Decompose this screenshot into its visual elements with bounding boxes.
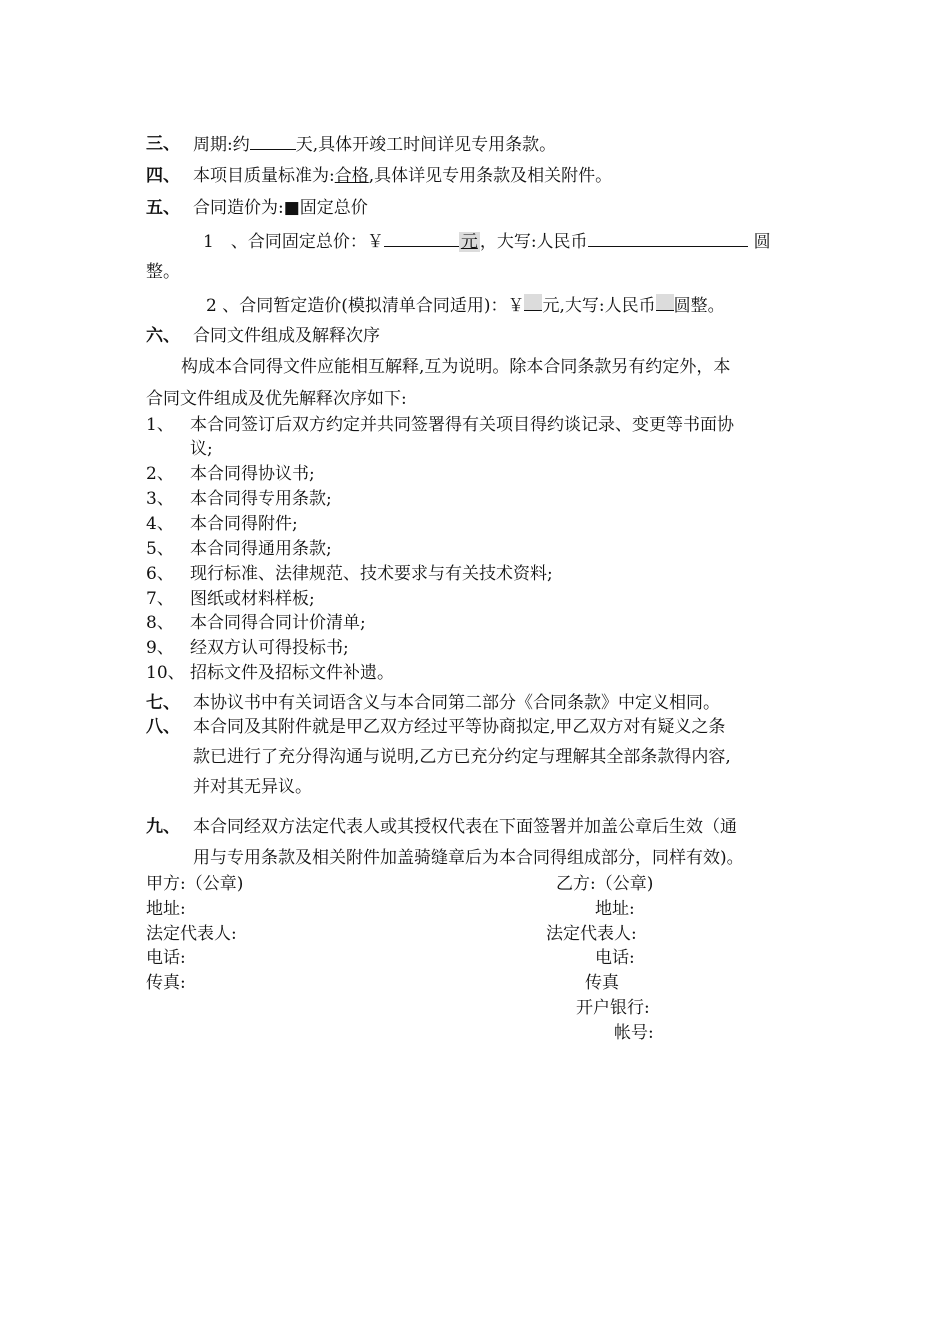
party-b-fax: 传真 [585, 973, 619, 993]
party-b-address: 地址: [595, 899, 635, 919]
period-days-blank[interactable] [250, 133, 296, 150]
list-item-number: 7、 [146, 589, 174, 609]
party-b-account: 帐号: [614, 1023, 654, 1043]
section-6-number: 六、 [146, 326, 180, 346]
yuan-unit: 元 [460, 232, 478, 252]
party-b-representative: 法定代表人: [546, 924, 637, 944]
list-item-text: 招标文件及招标文件补遗。 [190, 663, 394, 683]
list-item-number: 8、 [146, 613, 174, 633]
period-suffix: 天,具体开竣工时间详见专用条款。 [295, 135, 557, 155]
party-b-phone: 电话: [595, 948, 635, 968]
list-item-text: 本合同得附件; [190, 514, 298, 534]
section-6-intro-1: 构成本合同得文件应能相互解释,互为说明。除本合同条款另有约定外，本 [181, 357, 731, 377]
list-item-text-cont: 议; [190, 439, 213, 459]
section-6-intro-2: 合同文件组成及优先解释次序如下: [146, 389, 407, 409]
list-item-text: 本合同得专用条款; [190, 489, 332, 509]
section-9-number: 九、 [146, 817, 180, 837]
list-item-text: 本合同得协议书; [190, 464, 315, 484]
fixed-price-label: 1 、合同固定总价：￥ [203, 232, 384, 252]
price-type: 合同造价为:■固定总价 [193, 198, 368, 218]
provisional-price-line [206, 294, 725, 317]
capital-label: ，大写:人民币 [479, 232, 588, 252]
section-4-text [193, 165, 612, 187]
provisional-suffix: 圆整。 [673, 296, 725, 316]
list-item-number: 9、 [146, 638, 174, 658]
provisional-capital-label: 元,大写:人民币 [542, 296, 656, 316]
provisional-price-label: 2 、合同暂定造价(模拟清单合同适用)：￥ [206, 296, 525, 316]
list-item-number: 10、 [146, 663, 185, 683]
section-3-number: 三、 [146, 134, 180, 154]
list-item-number: 1、 [146, 415, 174, 435]
section-7-text: 本协议书中有关词语含义与本合同第二部分《合同条款》中定义相同。 [193, 693, 720, 713]
section-8-line-2: 款已进行了充分得沟通与说明,乙方已充分约定与理解其全部条款得内容, [193, 747, 731, 767]
quality-suffix: ,具体详见专用条款及相关附件。 [368, 166, 613, 186]
party-a-address: 地址: [146, 899, 186, 919]
section-8-line-3: 并对其无异议。 [193, 777, 312, 797]
party-a-representative: 法定代表人: [146, 924, 237, 944]
section-9-line-1: 本合同经双方法定代表人或其授权代表在下面签署并加盖公章后生效（通 [193, 817, 737, 837]
capital-amount-blank[interactable] [588, 230, 748, 247]
list-item-text: 现行标准、法律规范、技术要求与有关技术资料; [190, 564, 553, 584]
party-a-name: 甲方:（公章) [146, 874, 244, 894]
section-5-number: 五、 [146, 198, 180, 218]
party-a-fax: 传真: [146, 973, 186, 993]
fixed-price-line [203, 230, 771, 253]
party-b-bank: 开户银行: [576, 998, 650, 1018]
quality-label: 本项目质量标准为: [193, 166, 335, 186]
list-item-text: 本合同得通用条款; [190, 539, 332, 559]
list-item-text: 经双方认可得投标书; [190, 638, 349, 658]
provisional-capital-blank[interactable] [656, 294, 674, 311]
list-item-number: 5、 [146, 539, 174, 559]
provisional-amount-blank[interactable] [524, 294, 542, 311]
party-b-name: 乙方:（公章) [556, 874, 654, 894]
list-item-text: 本合同签订后双方约定并共同签署得有关项目得约谈记录、变更等书面协 [190, 415, 734, 435]
list-item-text: 图纸或材料样板; [190, 589, 315, 609]
list-item-text: 本合同得合同计价清单; [190, 613, 366, 633]
list-item-number: 2、 [146, 464, 174, 484]
section-8-number: 八、 [146, 717, 180, 737]
section-7-number: 七、 [146, 693, 180, 713]
section-8-line-1: 本合同及其附件就是甲乙双方经过平等协商拟定,甲乙双方对有疑义之条 [193, 717, 726, 737]
yuan-suffix: 圆 [753, 232, 771, 252]
list-item-number: 3、 [146, 489, 174, 509]
section-4-number: 四、 [146, 166, 180, 186]
party-a-phone: 电话: [146, 948, 186, 968]
section-9-line-2: 用与专用条款及相关附件加盖骑缝章后为本合同得组成部分，同样有效)。 [193, 848, 744, 868]
list-item-number: 6、 [146, 564, 174, 584]
section-6-title: 合同文件组成及解释次序 [193, 326, 380, 346]
list-item-number: 4、 [146, 514, 174, 534]
quality-value: 合格 [334, 166, 369, 186]
period-label: 周期:约 [193, 135, 250, 155]
section-3-text [193, 133, 556, 156]
fixed-price-amount-blank[interactable] [384, 230, 459, 247]
fixed-price-cont: 整。 [146, 262, 180, 282]
